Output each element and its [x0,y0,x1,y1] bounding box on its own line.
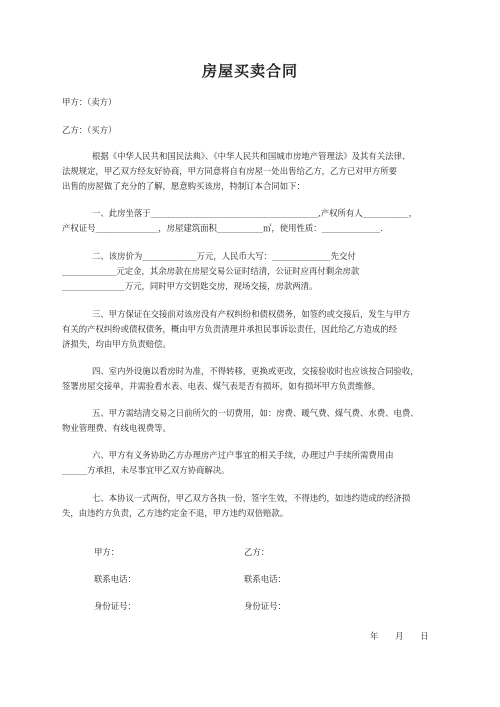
paragraph-line: 四、室内外设施以看房时为准，不得转移，更换或更改，交接验收时也应该按合同验收， [92,366,419,376]
paragraph-line: 济损失，均由甲方负责赔偿。 [62,339,171,349]
paragraph-line: 七、本协议一式两份，甲乙双方各执一份，签字生效，不得违约，如违约造成的经济损 [92,493,411,503]
party-b-phone-label: 联系电话： [244,574,286,584]
paragraph-line: 物业管理费、有线电视费等。 [62,423,171,433]
seller-line: 甲方：（卖方） [62,97,117,107]
paragraph-line: 一、此房坐落于________________________________________,产权所有人___________， [92,208,418,218]
party-b-id-label: 身份证号： [244,601,286,611]
paragraph-line: 失，由违约方负责，乙方违约定金不退，甲方违约双倍赔款。 [62,508,289,518]
paragraph-line: 根据《中华人民共和国民法典》、《中华人民共和国城市房地产管理法》及其有关法律、 [92,151,411,161]
party-a-signature-label: 甲方： [94,547,120,557]
paragraph-line: 签署房屋交接单，并需验看水表、电表、煤气表是否有损坏，如有损坏甲方负责维修。 [62,381,381,391]
party-a-phone-label: 联系电话： [94,574,136,584]
paragraph-line: 五、甲方需结清交易之日前所欠的一切费用，如：房费、暖气费、煤气费、水费、电费、 [92,408,419,418]
paragraph-line: 三、甲方保证在交接前对该房没有产权纠纷和债权债务，如签约或交接后，发生与甲方 [92,309,411,319]
document-title: 房屋买卖合同 [201,62,298,80]
paragraph-line: 法规规定，甲乙双方经友好协商，甲方同意将自有房屋一处出售给乙方，乙方已对甲方所要 [62,166,397,176]
paragraph-line: 六、甲方有义务协助乙方办理房产过户事宜的相关手续，办理过户手续所需费用由 [92,450,394,460]
paragraph-line: 产权证号_______________，房屋建筑面积___________㎡，使用性质：______________. [62,223,383,233]
paragraph-line: _______________万元，同时甲方交钥匙交房，现场交接，房款两清。 [62,281,318,291]
date-line: 年 月 日 [370,631,429,641]
party-b-signature-label: 乙方： [244,547,270,557]
paragraph-line: ______方承担，未尽事宜甲乙双方协商解决。 [62,465,230,475]
paragraph-line: 有关的产权纠纷或债权债务，概由甲方负责清理并承担民事诉讼责任，因此给乙方造成的经 [62,324,397,334]
paragraph-line: _____________元定金，其余房款在房屋交易公证时结清，公证时应再付剩余房款 [62,266,360,276]
paragraph-line: 出售的房屋做了充分的了解，愿意购买该房，特制订本合同如下： [62,181,305,191]
paragraph-line: 二、该房价为_____________万元，人民币大写：______________先交付 [92,251,356,261]
buyer-line: 乙方：（买方） [62,125,117,135]
party-a-id-label: 身份证号： [94,601,136,611]
